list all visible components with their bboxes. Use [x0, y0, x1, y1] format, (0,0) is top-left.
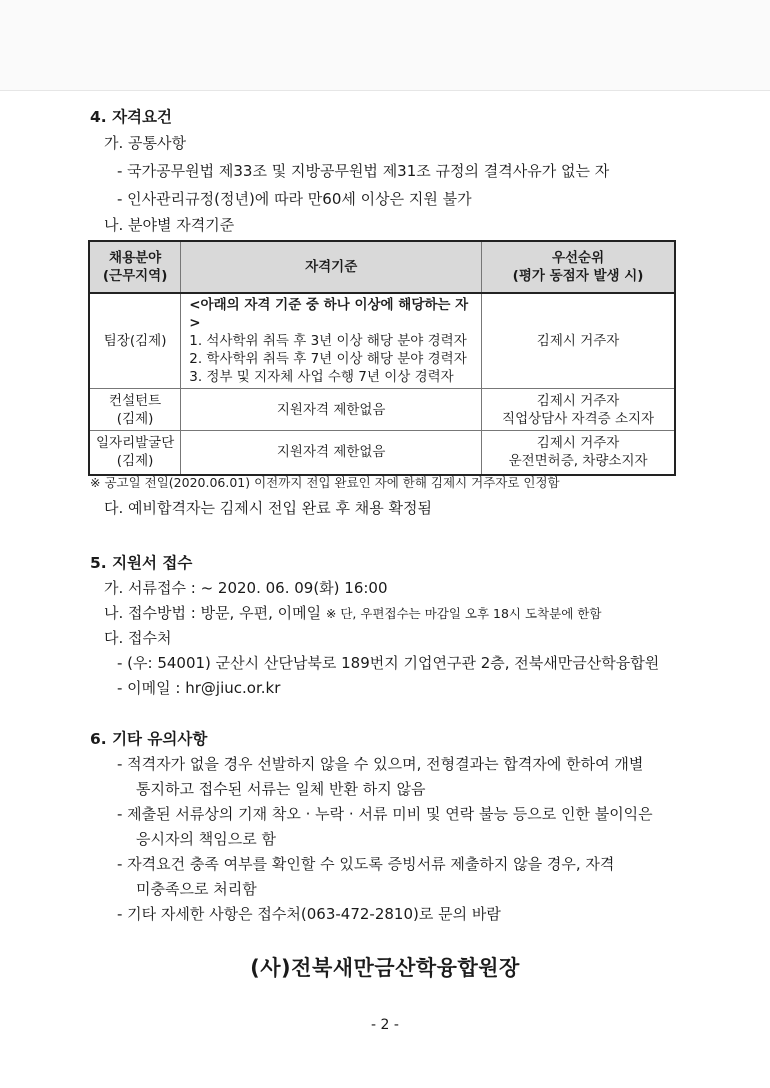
qualification-table — [88, 240, 676, 476]
sec4-subheading-by-field: 나. 분야별 자격기준 — [104, 216, 235, 234]
cell-field: 팀장(김제) — [89, 293, 181, 389]
page-number: - 2 - — [371, 1017, 399, 1033]
header-priority: 우선순위 (평가 동점자 발생 시) — [482, 241, 675, 293]
cell-priority: 김제시 거주자 운전면허증, 차량소지자 — [482, 431, 675, 475]
sec5-email: - 이메일 : hr@jiuc.or.kr — [117, 679, 281, 697]
sec4-common-item: - 인사관리규정(정년)에 따라 만60세 이상은 지원 불가 — [117, 190, 472, 208]
cell-criteria: 지원자격 제한없음 — [181, 431, 482, 475]
criteria-title: <아래의 자격 기준 중 하나 이상에 해당하는 자> — [189, 297, 469, 331]
section-4-heading: 4. 자격요건 — [90, 108, 172, 126]
sec5-method-line — [104, 603, 601, 624]
section-5-heading: 5. 지원서 접수 — [90, 554, 193, 572]
cell-criteria: 지원자격 제한없음 — [181, 389, 482, 431]
sec5-method-text: 나. 접수방법 : 방문, 우편, 이메일 — [104, 604, 322, 622]
issuer-signature: (사)전북새만금산학융합원장 — [250, 956, 520, 980]
criteria-item: 1. 석사학위 취득 후 3년 이상 해당 분야 경력자 — [189, 333, 467, 349]
sec6-item-cont: 미충족으로 처리함 — [136, 880, 257, 898]
section-6-heading: 6. 기타 유의사항 — [90, 730, 208, 748]
sec5-place-label: 다. 접수처 — [104, 629, 172, 647]
table-header-row — [89, 241, 675, 293]
sec5-address: - (우: 54001) 군산시 산단남북로 189번지 기업연구관 2층, 전북새만금산학융합원 — [117, 654, 660, 672]
residency-note: ※ 공고일 전일(2020.06.01) 이전까지 전입 완료인 자에 한해 김제시 거주자로 인정함 — [90, 475, 560, 490]
sec6-item-cont: 통지하고 접수된 서류는 일체 반환 하지 않음 — [136, 780, 426, 798]
table-row — [89, 293, 675, 389]
sec4-subheading-common: 가. 공통사항 — [104, 134, 186, 152]
header-field: 채용분야 (근무지역) — [89, 241, 181, 293]
sec6-item-cont: 응시자의 책임으로 함 — [136, 830, 276, 848]
sec6-item: - 기타 자세한 사항은 접수처(063-472-2810)로 문의 바람 — [117, 905, 501, 923]
sec5-deadline-line: 가. 서류접수 : ~ 2020. 06. 09(화) 16:00 — [104, 579, 388, 597]
sec6-item: - 자격요건 충족 여부를 확인할 수 있도록 증빙서류 제출하지 않을 경우, 자격 — [117, 855, 615, 873]
table-row — [89, 431, 675, 475]
sec5-mail-note: ※ 단, 우편접수는 마감일 오후 18시 도착분에 한함 — [325, 606, 602, 621]
criteria-item: 2. 학사학위 취득 후 7년 이상 해당 분야 경력자 — [189, 351, 467, 367]
criteria-item: 3. 정부 및 지자체 사업 수행 7년 이상 경력자 — [189, 369, 454, 385]
cell-criteria — [181, 293, 482, 389]
sec6-item: - 적격자가 없을 경우 선발하지 않을 수 있으며, 전형결과는 합격자에 한하여 개별 — [117, 755, 644, 773]
sec6-item: - 제출된 서류상의 기재 착오 · 누락 · 서류 미비 및 연락 불능 등으로 인한 불이익은 — [117, 805, 653, 823]
header-criteria: 자격기준 — [181, 241, 482, 293]
cell-field: 컨설턴트 (김제) — [89, 389, 181, 431]
sec4-reserve-candidate-line: 다. 예비합격자는 김제시 전입 완료 후 채용 확정됨 — [104, 499, 432, 517]
cell-priority: 김제시 거주자 직업상담사 자격증 소지자 — [482, 389, 675, 431]
cell-priority: 김제시 거주자 — [482, 293, 675, 389]
sec4-common-item: - 국가공무원법 제33조 및 지방공무원법 제31조 규정의 결격사유가 없는 자 — [117, 162, 610, 180]
page-top-margin — [0, 0, 770, 91]
table-row — [89, 389, 675, 431]
cell-field: 일자리발굴단 (김제) — [89, 431, 181, 475]
